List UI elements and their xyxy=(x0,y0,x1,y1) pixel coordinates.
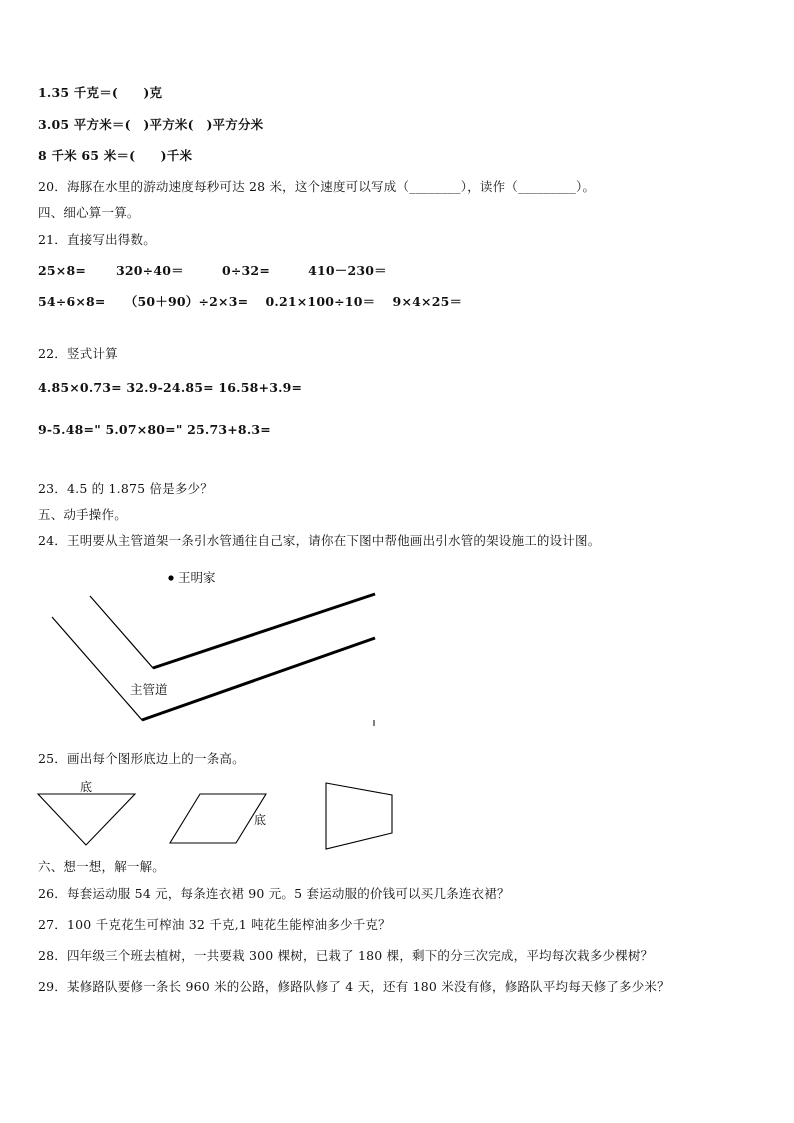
parallelogram-shape xyxy=(170,794,266,843)
question-20: 20．海豚在水里的游动速度每秒可达 28 米，这个速度可以写成（________），读作（_________）。 xyxy=(38,179,596,194)
question-27: 27．100 千克花生可榨油 32 千克,1 吨花生能榨油多少千克？ xyxy=(38,917,391,932)
triangle-base-label: 底 xyxy=(80,780,93,794)
conversion-line-1: 1.35 千克＝( )克 xyxy=(38,85,163,100)
pipe-inner-edge xyxy=(90,594,375,668)
main-pipe-label: 主管道 xyxy=(130,682,168,697)
question-21-row-1: 25×8= 320÷40＝ 0÷32= 410－230＝ xyxy=(38,263,387,278)
question-29: 29．某修路队要修一条长 960 米的公路，修路队修了 4 天，还有 180 米没有修，修路队平均每天修了多少米？ xyxy=(38,979,670,994)
home-dot xyxy=(168,575,173,580)
question-22: 22．竖式计算 xyxy=(38,346,118,361)
section-4-heading: 四、细心算一算。 xyxy=(38,205,140,220)
question-28: 28．四年级三个班去植树，一共要栽 300 棵树，已栽了 180 棵，剩下的分三次完成，平均每次栽多少棵树？ xyxy=(38,948,654,963)
section-6-heading: 六、想一想，解一解。 xyxy=(38,859,166,874)
home-label: 王明家 xyxy=(178,570,216,585)
question-21: 21．直接写出得数。 xyxy=(38,232,156,247)
pipe-outer-thick xyxy=(142,638,375,720)
triangle-shape xyxy=(38,794,135,845)
question-22-row-1: 4.85×0.73= 32.9-24.85= 16.58+3.9= xyxy=(38,380,303,395)
question-22-row-2: 9-5.48=" 5.07×80=" 25.73+8.3= xyxy=(38,422,271,437)
parallelogram-base-label: 底 xyxy=(254,813,267,827)
question-21-row-2: 54÷6×8= （50＋90）÷2×3= 0.21×100÷10＝ 9×4×25＝ xyxy=(38,294,463,309)
section-5-heading: 五、动手操作。 xyxy=(38,507,127,522)
question-26: 26．每套运动服 54 元，每条连衣裙 90 元。5 套运动服的价钱可以买几条连衣裙？ xyxy=(38,886,510,901)
pipe-outer-edge xyxy=(52,617,375,720)
question-23: 23．4.5 的 1.875 倍是多少？ xyxy=(38,481,213,496)
conversion-line-2: 3.05 平方米＝( )平方米( )平方分米 xyxy=(38,117,264,132)
pipe-inner-thick xyxy=(153,594,375,668)
question-24: 24．王明要从主管道架一条引水管通往自己家，请你在下图中帮他画出引水管的架设施工的设计图。 xyxy=(38,533,601,548)
question-25: 25．画出每个图形底边上的一条高。 xyxy=(38,751,245,766)
conversion-line-3: 8 千米 65 米＝( )千米 xyxy=(38,148,193,163)
trapezoid-shape xyxy=(326,783,392,849)
